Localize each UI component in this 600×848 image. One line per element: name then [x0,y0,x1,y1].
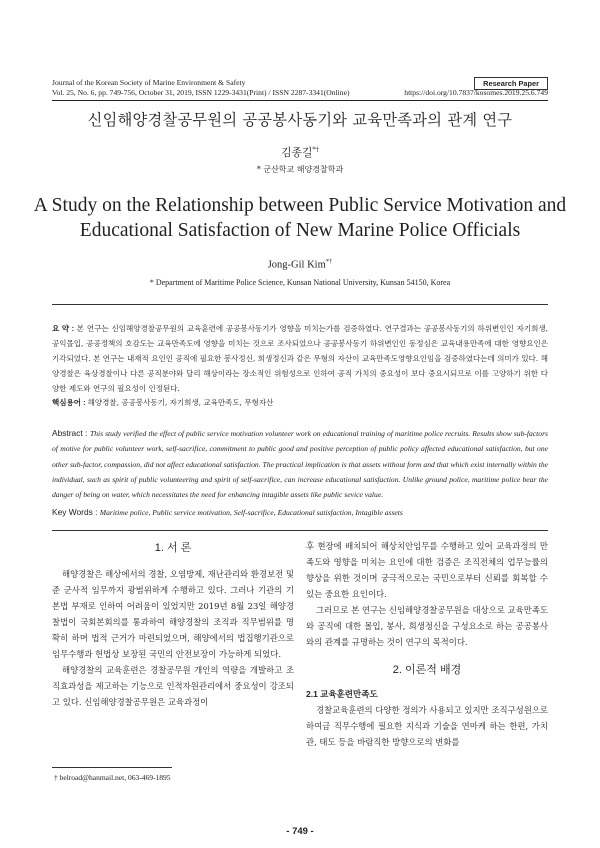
english-author-mark: *† [325,258,333,265]
right-column-paragraph-1: 후 현장에 배치되어 해상치안임무를 수행하고 있어 교육과정의 만족도와 영향을 미치는 요인에 대한 검증은 조직전체의 업무능률의 향상을 위한 것이며 궁극적으로는 국민으로부터 신뢰를 회복할 수 있는 중요한 요인이다. [306,541,548,599]
english-keywords [52,505,548,520]
korean-author-mark: *† [312,145,319,154]
korean-abstract-text: 본 연구는 신임해양경찰공무원의 교육훈련에 공공봉사동기가 영향을 미치는가를 검증하였다. 연구결과는 공공봉사동기의 하위변인인 자기희생, 공익몰입, 공공정책의 호감도는 교육만족도에 영향을 미치는 것으로 조사되었으나 공공봉사동기 하위변인인 동정심은 교육내용만족에 대한 영향요인은 기각되었다. 본 연구는 내재적 요인인 공직에 필요한 봉사정신, 희생정신과 같은 무형의 자산이 교육만족도영향요인임을 검증하였다는데 의미가 있다. 해양경찰은 육상경찰이나 다른 공직분야와 달리 해상이라는 장소적인 위험성으로 인하여 공직 가치의 중요성이 보다 중요시되므로 이를 고양하기 위한 다양한 제도와 연구의 필요성이 인정된다. [52,324,548,393]
english-title-line2: Educational Satisfaction of New Marine Police Officials [79,220,521,241]
korean-keywords-label: 핵심용어 : [52,398,88,407]
korean-keywords-text: 해양경찰, 공공봉사동기, 자기희생, 교육만족도, 무형자산 [87,398,274,407]
english-title-line1: A Study on the Relationship between Public Service Motivation and [33,195,567,216]
english-keywords-label: Key Words : [52,507,100,517]
subsection-2-1-title: 2.1 교육훈련만족도 [306,689,378,699]
english-author-name: Jong-Gil Kim [267,259,326,271]
section-1-paragraph-2: 해양경찰의 교육훈련은 경찰공무원 개인의 역량을 개발하고 조직효과성을 제고하는 기능으로 인적자원관리에서 중요성이 강조되고 있다. 신임해양경찰공무원은 교육과정이 [52,665,294,707]
english-keywords-text: Maritime police, Public service motivation, Self-sacrifice, Educational satisfaction, Intagible assets [99,508,403,517]
english-abstract-label: Abstract : [52,428,90,438]
header-rule [52,100,548,101]
right-column [306,538,548,750]
abstract-bottom-rule [52,530,548,531]
page-number: - 749 - [286,826,314,837]
journal-volume-info: Vol. 25, No. 6, pp. 749-756, October 31, 2019, ISSN 1229-3431(Print) / ISSN 2287-3341(Online) [52,88,350,97]
korean-affiliation: * 군산학교 해양경찰학과 [256,165,344,174]
korean-abstract [52,321,548,396]
abstract-top-rule [52,304,548,305]
english-affiliation: * Department of Maritime Police Science, Kunsan National University, Kunsan 54150, Korea [149,278,451,287]
english-author [0,258,600,271]
right-column-paragraph-2: 그러므로 본 연구는 신임해양경찰공무원을 대상으로 교육만족도와 공직에 대한 몰입, 봉사, 희생정신을 구성요소로 하는 공공봉사와의 관계를 규명하는 것이 연구의 목적이다. [306,605,548,647]
korean-keywords [52,395,548,410]
korean-author [0,145,600,160]
doi-link[interactable]: https://doi.org/10.7837/kosomes.2019.25.6.749 [404,88,548,97]
journal-name: Journal of the Korean Society of Marine Environment & Safety [52,78,246,87]
english-abstract-text: This study verified the effect of public service motivation volunteer work on educational training of maritime police recruits. Results show sub-factors of motive for public volunteer work, self-sacrifice, commitment to public good and positive perception of public policy affected educational satisfaction, but one other sub-factor, compassion, did not affect educational satisfaction. The practical implication is that assets without form and that which exist internally within the individual, such as spirit of public volunteering and spirit of self-sacrifice, can increase educational satisfaction. Unlike ground police, maritime police bear the danger of being on water, which necessitates the need for enhancing intagible assets like public sevice value. [52,429,548,500]
korean-title: 신임해양경찰공무원의 공공봉사동기와 교육만족과의 관계 연구 [87,111,513,129]
footnote-contact: † belroad@hanmail.net, 063-469-1895 [54,773,171,782]
subsection-2-1-paragraph-1: 경찰교육훈련의 다양한 정의가 사용되고 있지만 조직구성원으로 하여금 직무수행에 필요한 지식과 기술을 연마케 하는 한편, 가치관, 태도 등을 바람직한 방향으로의 변화를 [306,705,548,747]
korean-author-name: 김종길 [281,146,313,159]
section-1-title: 1. 서 론 [154,542,192,554]
section-2-title: 2. 이론적 배경 [392,664,462,676]
left-column [52,540,294,710]
research-paper-badge: Research Paper [474,77,548,90]
footnote-rule [52,767,172,768]
english-abstract [52,426,548,502]
section-1-paragraph-1: 해양경찰은 해상에서의 경찰, 오염방제, 재난관리와 환경보전 및 준 군사적 임무까지 광범위하게 수행하고 있다. 그러나 기관의 기본법 부재로 인하여 어려움이 있었지만 2019년 8월 23일 해양경찰법이 국회본회의를 통과하여 해양경찰의 조직과 직무범위를 명확히 하며 법적 근거가 마련되었으며, 해양에서의 법집행기관으로 임무수행과 헌법상 보장된 국민의 안전보장이 가능하게 되었다. [52,569,294,659]
korean-abstract-label: 요 약 : [52,324,77,333]
